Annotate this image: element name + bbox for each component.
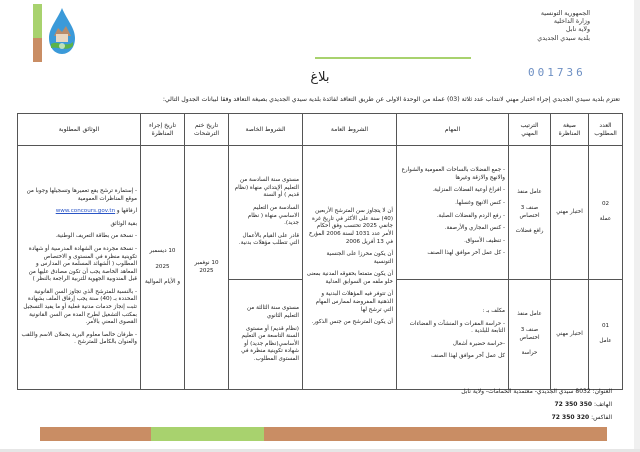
- intro-paragraph: تعتزم بلدية سيدي الجديدي إجراء اختبار مهني لانتداب عدد ثلاثة (03) عملة من الوحدة الاولى عن طريق التعاقد لفائدة بلدية سيدي الجديدي بصيغة التعاقد وفقا لبيانات الجدول التالي:: [162, 96, 620, 103]
- count-cell: 02 عملة: [589, 146, 623, 280]
- deadline-cell: 10 نوفمبر 2025: [185, 146, 229, 390]
- reference-number: 001736: [528, 66, 586, 79]
- government-header: [500, 10, 590, 43]
- concours-link[interactable]: www.concours.gov.tn: [55, 208, 116, 215]
- special-conditions-cell: مستوى سنة الثالثة من التعليم الثانوي (نظام قديم) أو مستوى السنة التاسعة من التعليم الأساسي(نظام جديد) أو شهادة تكوينية منظرة في المستوى المطلوب.: [229, 280, 303, 390]
- footer-color-bar: [40, 427, 607, 441]
- header-special-conditions: الشروط الخاصة: [229, 114, 303, 146]
- header-format: صيغة المناظرة: [551, 114, 589, 146]
- header-exam-date: تاريخ إجراء المناظرة: [141, 114, 185, 146]
- tasks-cell: - جمع الفضلات بالساحات العمومية والشوارع والانهج والازقة وغيرها - افراغ أوعية الفضلات المنزلية. - كنس الانهج وغسلها. - رفع الردم والفضلات الصلبة. - كنس المجاري والأرصفة. - تنظيف الأسواق. - كل عمل آخر موافق لهذا الصنف: [397, 146, 509, 280]
- municipality-line: بلدية سيدي الجديدي: [537, 34, 590, 42]
- header-grade: الترتيب المهني: [509, 114, 551, 146]
- tasks-cell: مكلف بـ : - حراسة المقرات و المنشآت و الفضاءات التابعة للبلدية . -حراسة حضيرة أشغال كل عمل آخر موافق لهذا الصنف: [397, 280, 509, 390]
- country-line: الجمهورية التونسية: [540, 10, 590, 17]
- exam-date-cell: 10 ديسمبر 2025 و الأيام الموالية: [141, 146, 185, 390]
- page-edge: [634, 0, 640, 452]
- documents-cell: - إستمارة ترشح يقع تعميرها وتسجيلها وجوبا من موقع المناظرات العمومية ارفاقها و www.concours.gov.tn بقية الوثائق - نسخة من بطاقة التعريف الوطنية. - نسخة مجردة من الشهادة المدرسية أو شهادة تكوينية منظرة في المستوى و الاختصاص المطلوب ( الشهائد المسلمة من المدارس و المعاهد الخاصة يجب أن تكون مصادق عليها من قبل المندوبية الجهوية للتربية الراجعة بالنظر ) - بالنسبة للمترشح الذي تجاوز السن القانونية المحددة بـ (40) سنة يجب إرفاق الملف بشهادة تثبت إنجاز خدمات مدنية فعلية أو ما يفيد التسجيل بمكتب التشغيل لطرح المدة من السن القانونية القصوى المعني بالأمر. - ظرفان خالصا معلوم البريد يحملان الاسم واللقب والعنوان بالكامل للمترشح .: [18, 146, 141, 390]
- logo-color-bar: [33, 4, 42, 62]
- grade-cell: عامل منفذ صنف 3 اختصاص رافع فضلات: [509, 146, 551, 280]
- count-cell: 01 عامل: [589, 280, 623, 390]
- municipality-logo-icon: [45, 6, 79, 56]
- ministry-line: وزارة الداخلية: [553, 18, 590, 26]
- grade-cell: عامل منفذ صنف 3 اختصاص حراسة: [509, 280, 551, 390]
- governorate-line: ولاية نابل: [566, 26, 590, 34]
- page-title: بلاغ: [310, 70, 330, 85]
- header-documents: الوثائق المطلوبة: [18, 114, 141, 146]
- header-divider: [315, 57, 471, 59]
- footer-phone: الهاتف: 72 350 350: [554, 401, 612, 408]
- header-tasks: المهام: [397, 114, 509, 146]
- footer-contact: [350, 385, 612, 424]
- format-cell: اختبار مهني: [551, 280, 589, 390]
- table-row: [18, 146, 623, 280]
- special-conditions-cell: مستوى سنة السادسة من التعليم الإبتدائي منهاة (نظام قديم ) أو السنة السادسة من التعليم الاساسي منهاة ( نظام جديد). قادر على القيام بالأعمال التي تتطلب مؤهلات بدنية.: [229, 146, 303, 280]
- header-count: العدد المطلوب: [589, 114, 623, 146]
- format-cell: اختبار مهني: [551, 146, 589, 280]
- positions-table: [17, 113, 623, 390]
- footer-address: العنوان: 8032 سيدي الجديدي- معتمدية الحمامات- ولاية نابل: [461, 388, 612, 395]
- footer-fax: الفاكس: 72 350 320: [551, 414, 612, 421]
- table-header-row: [18, 114, 623, 146]
- general-conditions-cell: أن لا يتجاوز سن المترشح الأربعين (40) سنة على الأكثر في تاريخ غرة جانفي 2025 تحتسب وفق أحكام الأمر عدد 1031 لسنة 2006 المؤرخ في 13 أفريل 2006 أن يكون محرزا على الجنسية التونسية أن يكون متمتعا بحقوقه المدنية بمعنى خلو ملفه من السوابق العدلية أن تتوفر فيه المؤهلات البدنية و الذهنية المفروضة لممارس المهام التي ترشح لها أن يكون المترشح من جنس الذكور.: [303, 146, 397, 390]
- header-deadline: تاريخ ختم الترشحات: [185, 114, 229, 146]
- header-general-conditions: الشروط العامة: [303, 114, 397, 146]
